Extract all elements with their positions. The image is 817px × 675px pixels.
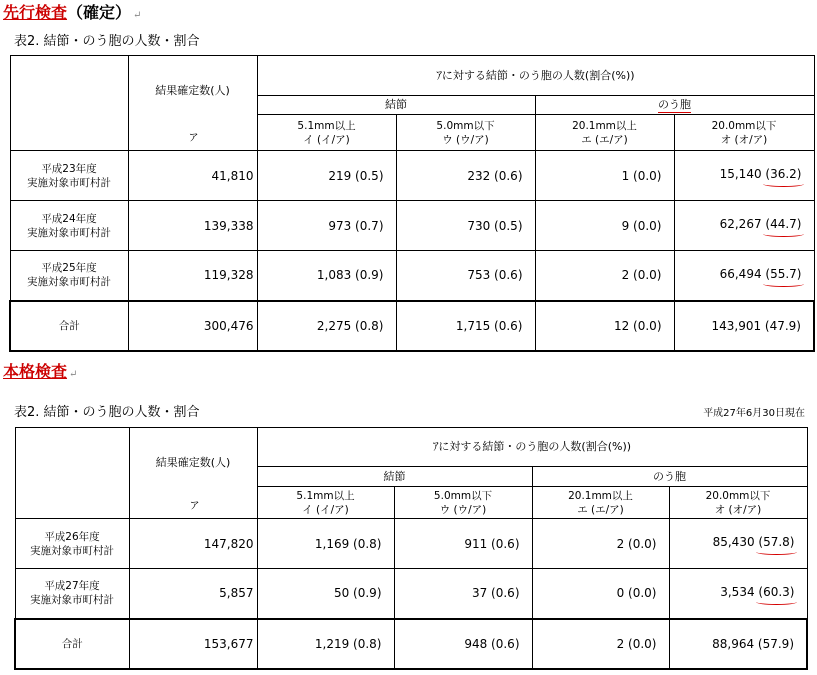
- subheader-o-formula: オ (オ/ア): [714, 503, 762, 516]
- subheader-u-range: 5.0mm以下: [433, 489, 493, 502]
- total-u: 948 (0.6): [394, 619, 532, 669]
- cell-u: 911 (0.6): [394, 519, 532, 569]
- paragraph-mark-icon: ↵: [133, 10, 142, 21]
- subheader-o: [674, 115, 814, 151]
- cell-e: 0 (0.0): [532, 569, 669, 619]
- row-label: [15, 569, 129, 619]
- row-label: [10, 151, 128, 201]
- cell-o-count: 3,534: [720, 584, 759, 599]
- paragraph-mark-icon: ↵: [69, 369, 78, 380]
- subheader-o-formula: オ (オ/ア): [720, 133, 768, 146]
- cell-o: [669, 569, 807, 619]
- total-label: 合計: [15, 619, 129, 669]
- subheader-u-formula: ウ (ウ/ア): [439, 503, 487, 516]
- total-e: 12 (0.0): [535, 301, 674, 351]
- cell-o-count: 15,140: [719, 167, 766, 181]
- cell-i: 1,083 (0.9): [257, 251, 396, 301]
- row-label: [10, 201, 128, 251]
- subheader-i-range: 5.1mm以上: [296, 489, 355, 502]
- cell-o-count: 85,430: [712, 535, 759, 549]
- row-label-scope: 実施対象市町村計: [27, 176, 111, 189]
- table-row: [10, 251, 814, 301]
- table-row: [15, 519, 807, 569]
- cell-i: 219 (0.5): [257, 151, 396, 201]
- row-label: [15, 519, 129, 569]
- subheader-i: [257, 115, 396, 151]
- col-a-label: ア: [188, 133, 199, 144]
- col-a-header: [129, 428, 257, 519]
- subheader-u-range: 5.0mm以下: [436, 119, 495, 132]
- subheader-e-formula: エ (エ/ア): [581, 133, 628, 146]
- row-label-year: 平成27年度: [44, 580, 100, 593]
- header-top: ｱに対する結節・のう胞の人数(割合(%)): [257, 56, 814, 96]
- cell-e: 2 (0.0): [532, 519, 669, 569]
- section1-heading: [3, 3, 141, 26]
- cell-e: 1 (0.0): [535, 151, 674, 201]
- col-a-header: [128, 56, 257, 151]
- header-top: ｱに対する結節・のう胞の人数(割合(%)): [257, 428, 807, 467]
- cell-a: 119,328: [128, 251, 257, 301]
- row-label-year: 平成23年度: [41, 162, 97, 175]
- section1-heading-status: （確定）: [67, 3, 132, 22]
- table-row: [15, 569, 807, 619]
- section2-heading: [3, 362, 77, 385]
- cell-a: 41,810: [128, 151, 257, 201]
- group-cyst: [535, 96, 814, 115]
- subheader-i-formula: イ (イ/ア): [303, 133, 350, 146]
- cell-e: 2 (0.0): [535, 251, 674, 301]
- row-label-year: 平成24年度: [41, 212, 97, 225]
- total-a: 153,677: [129, 619, 257, 669]
- total-a: 300,476: [128, 301, 257, 351]
- cell-o: [674, 201, 814, 251]
- total-o: 143,901 (47.9): [674, 301, 814, 351]
- row-label-scope: 実施対象市町村計: [30, 594, 114, 607]
- subheader-e-range: 20.1mm以上: [568, 489, 633, 502]
- total-i: 2,275 (0.8): [257, 301, 396, 351]
- subheader-o: [669, 487, 807, 519]
- cell-o: [674, 151, 814, 201]
- section2-table-caption: 表2. 結節・のう胞の人数・割合: [14, 405, 200, 420]
- subheader-i: [257, 487, 394, 519]
- cell-u: 37 (0.6): [394, 569, 532, 619]
- row-label-year: 平成25年度: [41, 262, 97, 275]
- table-row: [10, 151, 814, 201]
- col-a-label: ア: [189, 501, 200, 512]
- total-o: 88,964 (57.9): [669, 619, 807, 669]
- cell-o-highlighted-pct: (55.7): [765, 267, 801, 284]
- subheader-e-formula: エ (エ/ア): [577, 503, 624, 516]
- row-label-year: 平成26年度: [44, 530, 100, 543]
- subheader-e: [535, 115, 674, 151]
- section1-table: [9, 55, 815, 352]
- cell-o-highlighted-pct: (36.2): [765, 167, 801, 184]
- cell-a: 5,857: [129, 569, 257, 619]
- subheader-e-range: 20.1mm以上: [572, 119, 637, 132]
- cell-o-highlighted-pct: (60.3): [758, 585, 794, 602]
- cell-o-count: 66,494: [719, 266, 766, 281]
- corner-cell: [15, 428, 129, 519]
- group-cyst-label: のう胞: [658, 98, 691, 111]
- subheader-u-formula: ウ (ウ/ア): [442, 133, 489, 146]
- cell-i: 973 (0.7): [257, 201, 396, 251]
- cell-o-count: 62,267: [719, 217, 766, 231]
- cell-i: 50 (0.9): [257, 569, 394, 619]
- cell-a: 139,338: [128, 201, 257, 251]
- total-u: 1,715 (0.6): [396, 301, 535, 351]
- corner-cell: [10, 56, 128, 151]
- section1-heading-title: 先行検査: [3, 3, 68, 22]
- row-label-scope: 実施対象市町村計: [30, 544, 114, 557]
- subheader-e: [532, 487, 669, 519]
- subheader-o-range: 20.0mm以下: [705, 489, 771, 502]
- group-cyst: のう胞: [532, 467, 807, 487]
- cell-u: 753 (0.6): [396, 251, 535, 301]
- cell-u: 730 (0.5): [396, 201, 535, 251]
- section2-heading-title: 本格検査: [3, 362, 68, 381]
- cell-o: [669, 519, 807, 569]
- group-nodule: 結節: [257, 467, 532, 487]
- row-label: [10, 251, 128, 301]
- subheader-i-formula: イ (イ/ア): [302, 503, 349, 516]
- as-of-date: 平成27年6月30日現在: [703, 408, 805, 419]
- subheader-u: [394, 487, 532, 519]
- cell-e: 9 (0.0): [535, 201, 674, 251]
- cell-o-highlighted-pct: (57.8): [758, 535, 794, 552]
- cell-i: 1,169 (0.8): [257, 519, 394, 569]
- col-a-title: 結果確定数(人): [155, 84, 230, 97]
- total-label: 合計: [10, 301, 128, 351]
- cell-o: [674, 251, 814, 301]
- cell-u: 232 (0.6): [396, 151, 535, 201]
- col-a-title: 結果確定数(人): [155, 456, 231, 469]
- total-row: [10, 301, 814, 351]
- table-row: [10, 201, 814, 251]
- subheader-o-range: 20.0mm以下: [711, 119, 777, 132]
- total-e: 2 (0.0): [532, 619, 669, 669]
- group-nodule: 結節: [257, 96, 535, 115]
- section1-table-caption: 表2. 結節・のう胞の人数・割合: [14, 34, 200, 49]
- total-i: 1,219 (0.8): [257, 619, 394, 669]
- cell-o-highlighted-pct: (44.7): [765, 217, 801, 234]
- total-row: [15, 619, 807, 669]
- row-label-scope: 実施対象市町村計: [27, 276, 111, 289]
- cell-a: 147,820: [129, 519, 257, 569]
- section2-table: [14, 427, 808, 670]
- row-label-scope: 実施対象市町村計: [27, 226, 111, 239]
- subheader-i-range: 5.1mm以上: [297, 119, 356, 132]
- subheader-u: [396, 115, 535, 151]
